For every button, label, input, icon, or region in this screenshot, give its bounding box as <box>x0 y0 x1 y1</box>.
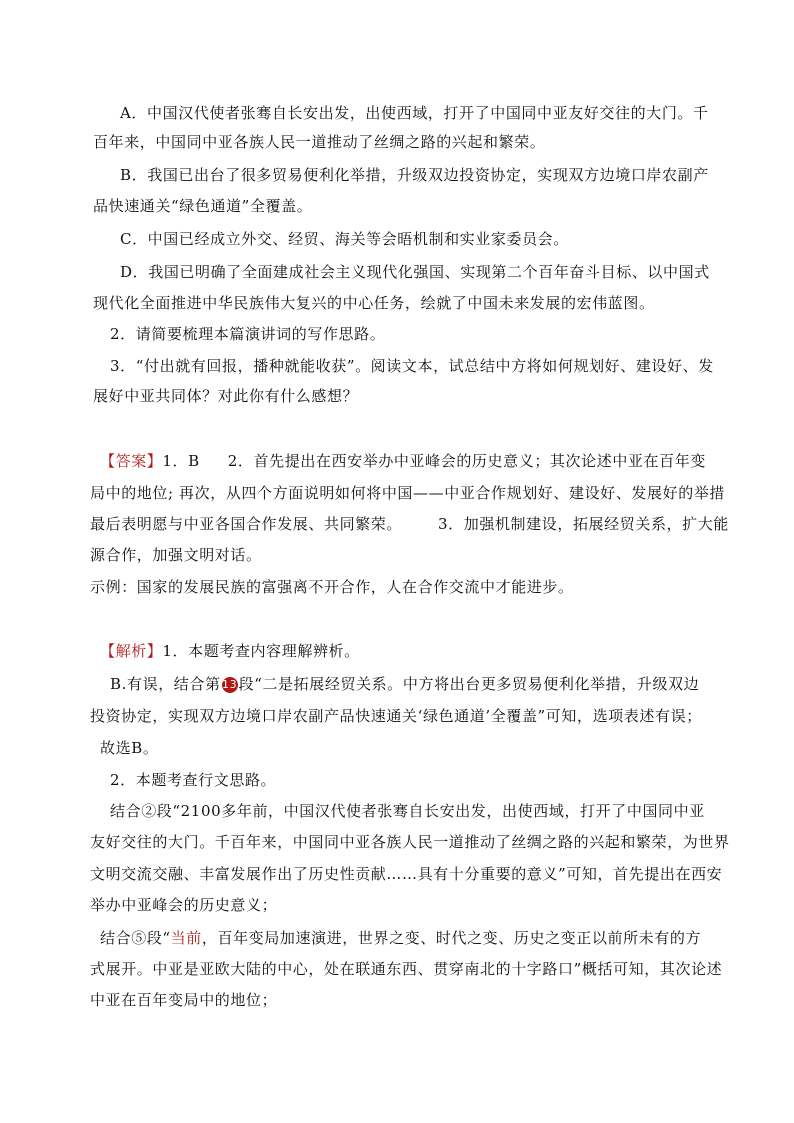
analysis-line1 <box>100 637 730 666</box>
option-d-line2: 现代化全面推进中华民族伟大复兴的中心任务，绘就了中国未来发展的宏伟蓝图。 <box>93 294 655 312</box>
answer-label: 【答案】 <box>100 452 163 470</box>
analysis-b-post: 段“二是拓展经贸关系。中方将出台更多贸易便利化举措，升级双边 <box>238 675 700 693</box>
analysis-p5-highlight: 当前 <box>170 929 202 947</box>
analysis-p2-line2: 友好交往的大门。千百年来，中国同中亚各族人民一道推动了丝绸之路的兴起和繁荣，为世界 <box>90 833 730 851</box>
answer-2-start: 2．首先提出在西安举办中亚峰会的历史意义；其次论述中亚在百年变 <box>227 452 706 470</box>
paragraph-13-marker: 13 <box>221 678 238 691</box>
option-a-line1: A．中国汉代使者张骞自长安出发，出使西域，打开了中国同中亚友好交往的大门。千 <box>120 104 709 122</box>
option-a-line2: 百年来，中国同中亚各族人民一道推动了丝绸之路的兴起和繁荣。 <box>93 133 546 151</box>
analysis-p2-line1: 结合②段“2100多年前，中国汉代使者张骞自长安出发，出使西域，打开了中国同中亚 <box>110 802 705 820</box>
answer-line3 <box>90 510 729 539</box>
analysis-q2-intro: 2．本题考查行文思路。 <box>110 771 277 789</box>
answer-example: 示例：国家的发展民族的富强离不开合作，人在合作交流中才能进步。 <box>90 578 574 596</box>
analysis-p2-line3: 文明交流交融、丰富发展作出了历史性贡献……具有十分重要的意义”可知，首先提出在西安 <box>90 865 723 883</box>
answer-3-start: 3．加强机制建设，拓展经贸关系，扩大能 <box>438 515 729 533</box>
analysis-p5-pre: 结合⑤段“ <box>100 929 171 947</box>
option-c-line1: C．中国已经成立外交、经贸、海关等会晤机制和实业家委员会。 <box>120 230 569 248</box>
analysis-p5-line2: 式展开。中亚是亚欧大陆的中心，处在联通东西、贯穿南北的十字路口”概括可知，其次论述 <box>90 960 723 978</box>
analysis-p5-line1 <box>100 924 730 953</box>
answer-1: 1．B <box>162 452 200 470</box>
answer-line2: 局中的地位; 再次，从四个方面说明如何将中国——中亚合作规划好、建设好、发展好的举措 <box>90 484 726 502</box>
answer-2-end: 最后表明愿与中亚各国合作发展、共同繁荣。 <box>90 515 403 533</box>
question-2: 2．请简要梳理本篇演讲词的写作思路。 <box>110 325 386 343</box>
analysis-label: 【解析】 <box>100 642 163 660</box>
answer-line1 <box>100 447 730 476</box>
analysis-b-pre: B.有误，结合第 <box>110 675 221 693</box>
question-3-line1: 3．“付出就有回报，播种就能收获”。阅读文本，试总结中方将如何规划好、建设好、发 <box>110 357 714 375</box>
answer-line4: 源合作，加强文明对话。 <box>90 546 262 564</box>
analysis-p5-post: ，百年变局加速演进，世界之变、时代之变、历史之变正以前所未有的方 <box>201 929 702 947</box>
option-b-line1: B．我国已出台了很多贸易便利化举措，升级双边投资协定，实现双方边境口岸农副产 <box>120 166 709 184</box>
analysis-p5-line3: 中亚在百年变局中的地位； <box>90 991 278 1009</box>
analysis-p2-line4: 举办中亚峰会的历史意义； <box>90 896 278 914</box>
option-d-line1: D．我国已明确了全面建成社会主义现代化强国、实现第二个百年奋斗目标、以中国式 <box>120 263 710 281</box>
question-3-line2: 展好中亚共同体？对此你有什么感想？ <box>93 387 359 405</box>
option-b-line2: 品快速通关“绿色通道”全覆盖。 <box>93 197 313 215</box>
analysis-b-line2: 投资协定，实现双方边境口岸农副产品快速通关‘绿色通道’全覆盖”可知，选项表述有误； <box>90 707 702 725</box>
analysis-b-line1 <box>110 670 740 699</box>
analysis-b-line3: 故选B。 <box>100 739 159 757</box>
analysis-intro: 1．本题考查内容理解辨析。 <box>162 642 360 660</box>
